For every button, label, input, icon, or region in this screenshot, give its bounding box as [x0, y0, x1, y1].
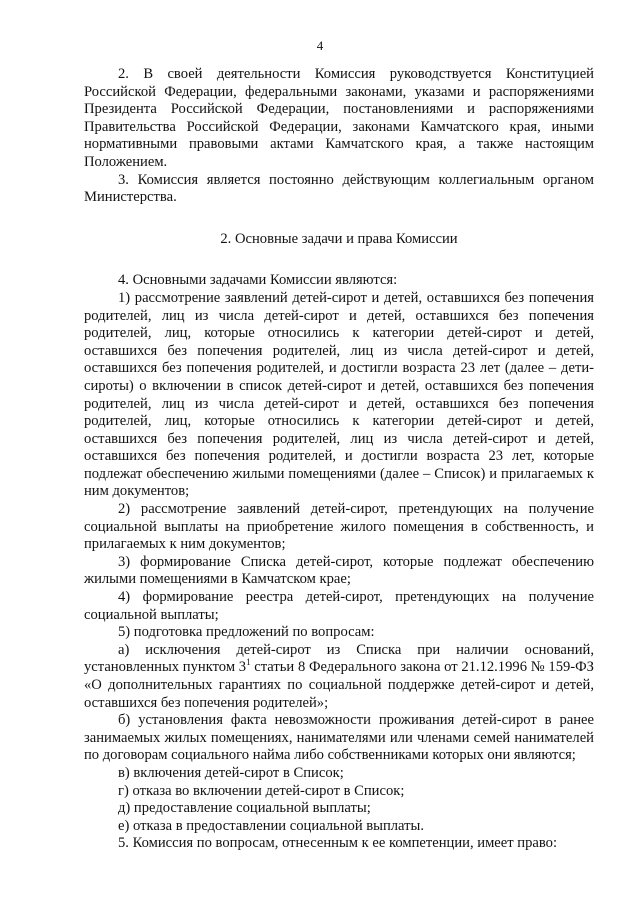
paragraph-4-item-2: 2) рассмотрение заявлений детей-сирот, претендующих на получение социальной выплаты на приобретение жилого помещения в собственность, и прилагаемых к ним документов; — [84, 501, 594, 553]
section-heading: 2. Основные задачи и права Комиссии — [220, 230, 458, 247]
paragraph-3: 3. Комиссия является постоянно действующим коллегиальным органом Министерства. — [84, 171, 594, 206]
paragraph-5: 5. Комиссия по вопросам, отнесенным к ее компетенции, имеет право: — [118, 835, 558, 852]
paragraph-4-item-3: 3) формирование Списка детей-сирот, которые подлежат обеспечению жилыми помещениями в Камчатском крае; — [84, 553, 594, 588]
page-number: 4 — [316, 38, 324, 53]
paragraph-4-item-5e: е) отказа в предоставлении социальной выплаты. — [118, 817, 424, 834]
paragraph-4-item-5a — [84, 642, 594, 712]
paragraph-4-item-4: 4) формирование реестра детей-сирот, претендующих на получение социальной выплаты; — [84, 589, 594, 623]
paragraph-4-item-5d: д) предоставление социальной выплаты; — [118, 800, 371, 817]
item-5a-text-start: а) исключения детей-сирот из Списка при наличии оснований, установленных пунктом 3 — [84, 641, 594, 676]
paragraph-4-item-5: 5) подготовка предложений по вопросам: — [118, 624, 375, 641]
paragraph-4-intro: 4. Основными задачами Комиссии являются: — [118, 272, 398, 289]
paragraph-4-item-1: 1) рассмотрение заявлений детей-сирот и детей, оставшихся без попечения родителей, лиц из числа детей-сирот и детей, оставшихся без попечения родителей, лиц, которые относились к категории детей-сирот и детей, оставшихся без попечения родителей, лиц из числа детей-сирот и детей, оставшихся без попечения родителей, и достигли возраста 23 лет (далее – дети-сироты) о включении в список детей-сирот и детей, оставшихся без попечения родителей, лиц из числа детей-сирот и детей, оставшихся без попечения родителей, лиц, которые относились к категории детей-сирот и детей, оставшихся без попечения родителей, лиц из числа детей-сирот и детей, оставшихся без попечения родителей, и достигли возраста 23 лет, которые подлежат обеспечению жилыми помещениями (далее – Список) и прилагаемых к ним документов; — [84, 289, 594, 500]
paragraph-2: 2. В своей деятельности Комиссия руководствуется Конституцией Российской Федерации, федеральными законами, указами и распоряжениями Президента Российской Федерации, постановлениями и распоряжениями Правительства Российской Федерации, законами Камчатского края, иными нормативными правовыми актами Камчатского края, а также настоящим Положением. — [84, 66, 594, 170]
paragraph-4-item-5g: г) отказа во включении детей-сирот в Список; — [118, 782, 405, 799]
paragraph-4-item-5v: в) включения детей-сирот в Список; — [118, 764, 344, 781]
item-5a-superscript: 1 — [246, 657, 251, 668]
paragraph-4-item-5b: б) установления факта невозможности проживания детей-сирот в ранее занимаемых жилых помещениях, нанимателями или членами семей нанимателей по договорам социального найма либо собственниками которых они являются; — [84, 712, 594, 764]
item-5a-text-end: статьи 8 Федерального закона от 21.12.1996 № 159-ФЗ «О дополнительных гарантиях по социальной поддержке детей-сирот и детей, оставшихся без попечения родителей»; — [84, 659, 594, 711]
document-body — [84, 66, 594, 853]
